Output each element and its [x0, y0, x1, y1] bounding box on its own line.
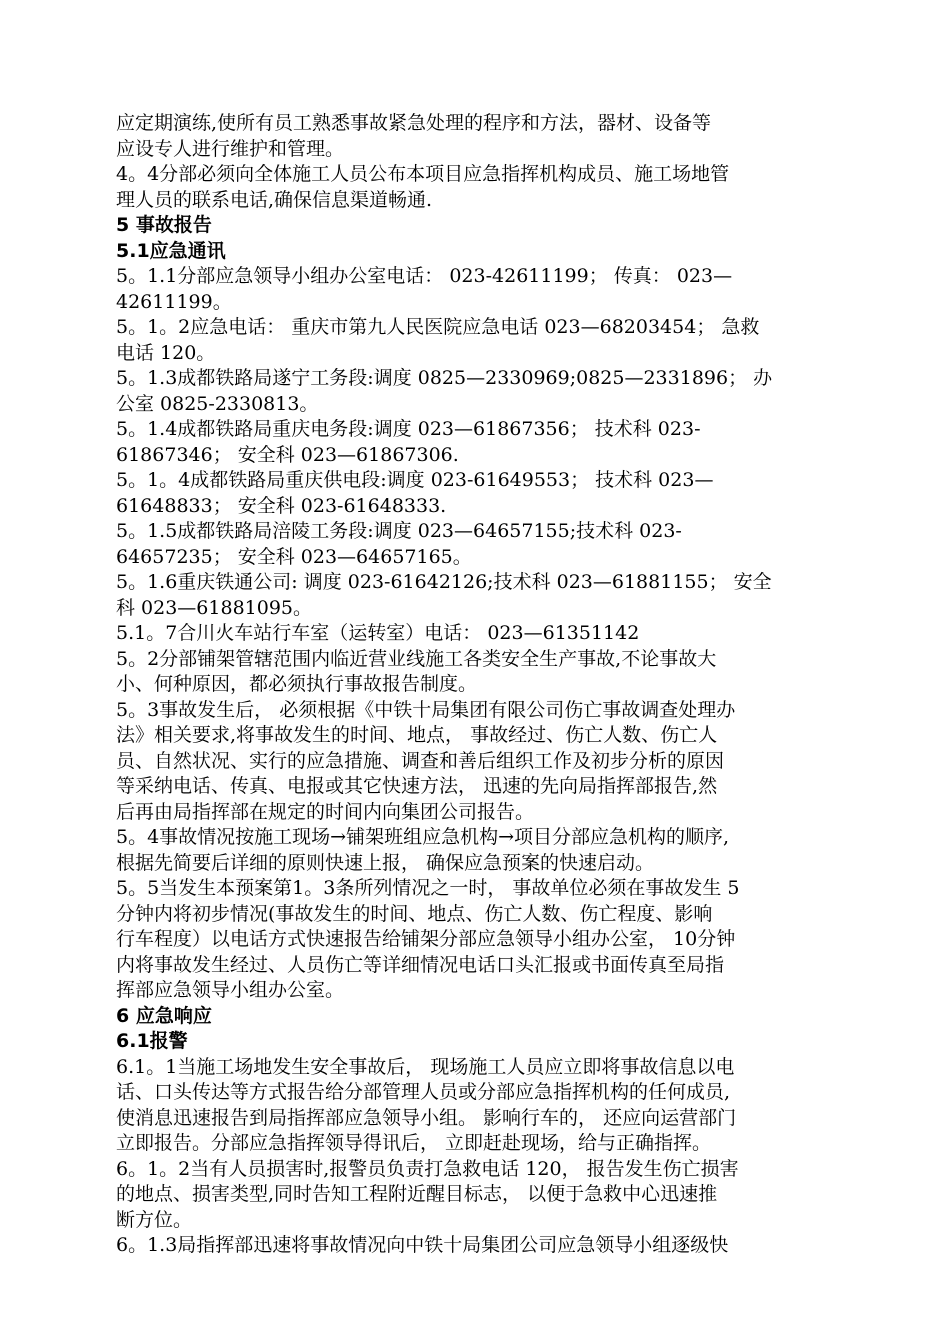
text-line: 的地点、损害类型,同时告知工程附近醒目标志， 以便于急救中心迅速推: [116, 1183, 718, 1205]
text-line: 小、何种原因，都必须执行事故报告制度。: [116, 673, 478, 695]
text-line: 理人员的联系电话,确保信息渠道畅通.: [116, 188, 433, 211]
text-line: 5。1.1分部应急领导小组办公室电话： 023-42611199； 传真： 023—: [116, 265, 733, 287]
text-line: 应设专人进行维护和管理。: [116, 137, 345, 160]
text-line: 5。2分部铺架管辖范围内临近营业线施工各类安全生产事故,不论事故大: [116, 647, 717, 670]
text-line: 64657235； 安全科 023—64657165。: [116, 545, 472, 568]
text-line: 61867346； 安全科 023—61867306.: [116, 443, 459, 466]
text-line: 分钟内将初步情况(事故发生的时间、地点、伤亡人数、伤亡程度、影响: [116, 902, 713, 925]
section-heading: 6 应急响应: [116, 1004, 212, 1027]
text-line: 6。1.3局指挥部迅速将事故情况向中铁十局集团公司应急领导小组逐级快: [116, 1234, 729, 1256]
text-line: 5.1。7合川火车站行车室（运转室）电话： 023—61351142: [116, 622, 640, 644]
text-line: 5。1。4成都铁路局重庆供电段:调度 023-61649553； 技术科 023—: [116, 469, 714, 491]
text-line: 断方位。: [116, 1208, 193, 1231]
text-line: 5。1。2应急电话： 重庆市第九人民医院应急电话 023—68203454； 急救: [116, 316, 760, 338]
section-heading: 6.1报警: [116, 1030, 188, 1052]
text-line: 行车程度）以电话方式快速报告给铺架分部应急领导小组办公室， 10分钟: [116, 928, 736, 950]
text-line: 42611199。: [116, 290, 232, 313]
text-line: 应定期演练,使所有员工熟悉事故紧急处理的程序和方法，器材、设备等: [116, 112, 712, 134]
text-line: 5。3事故发生后， 必须根据《中铁十局集团有限公司伤亡事故调查处理办: [116, 698, 736, 721]
text-line: 5。1.4成都铁路局重庆电务段:调度 023—61867356； 技术科 023-: [116, 418, 701, 440]
text-line: 使消息迅速报告到局指挥部应急领导小组。 影响行车的， 还应向运营部门: [116, 1106, 737, 1129]
text-line: 5。4事故情况按施工现场→铺架班组应急机构→项目分部应急机构的顺序,: [116, 826, 730, 848]
text-line: 5。1.6重庆铁通公司: 调度 023-61642126;技术科 023—61881155； 安全: [116, 571, 772, 593]
text-line: 后再由局指挥部在规定的时间内向集团公司报告。: [116, 800, 535, 823]
text-line: 5。5当发生本预案第1。3条所列情况之一时， 事故单位必须在事故发生 5: [116, 877, 740, 899]
text-line: 法》相关要求,将事故发生的时间、地点， 事故经过、伤亡人数、伤亡人: [116, 724, 718, 746]
text-line: 立即报告。分部应急指挥领导得讯后， 立即赶赴现场，给与正确指挥。: [116, 1132, 712, 1154]
document-page: [116, 111, 838, 1259]
text-line: 科 023—61881095。: [116, 596, 313, 619]
text-line: 挥部应急领导小组办公室。: [116, 979, 345, 1001]
text-line: 等采纳电话、传真、电报或其它快速方法， 迅速的先向局指挥部报告,然: [116, 775, 718, 797]
text-line: 电话 120。: [116, 341, 216, 364]
text-line: 5。1.5成都铁路局涪陵工务段:调度 023—64657155;技术科 023-: [116, 520, 682, 542]
text-line: 话、口头传达等方式报告给分部管理人员或分部应急指挥机构的任何成员,: [116, 1081, 731, 1103]
text-line: 内将事故发生经过、人员伤亡等详细情况电话口头汇报或书面传真至局指: [116, 953, 725, 976]
text-line: 6。1。2当有人员损害时,报警员负责打急救电话 120， 报告发生伤亡损害: [116, 1157, 739, 1180]
text-line: 5。1.3成都铁路局遂宁工务段:调度 0825—2330969;0825—2331896； 办: [116, 367, 773, 389]
text-line: 根据先简要后详细的原则快速上报， 确保应急预案的快速启动。: [116, 851, 655, 874]
section-heading: 5 事故报告: [116, 214, 212, 236]
text-line: 员、自然状况、实行的应急措施、调查和善后组织工作及初步分析的原因: [116, 749, 725, 772]
text-line: 公室 0825-2330813。: [116, 392, 319, 415]
text-line: 6.1。1当施工场地发生安全事故后， 现场施工人员应立即将事故信息以电: [116, 1055, 735, 1078]
section-heading: 5.1应急通讯: [116, 239, 226, 262]
text-line: 61648833； 安全科 023-61648333.: [116, 494, 447, 517]
text-line: 4。4分部必须向全体施工人员公布本项目应急指挥机构成员、施工场地管: [116, 163, 730, 185]
